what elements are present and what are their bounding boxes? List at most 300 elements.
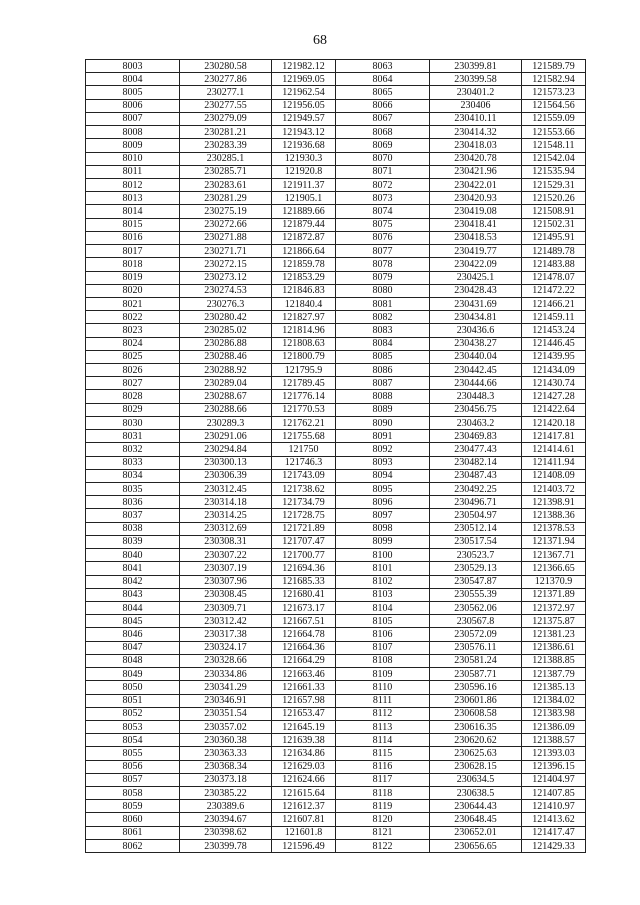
point-number-cell: 8005	[86, 86, 180, 99]
point-number-cell: 8094	[336, 469, 430, 482]
point-number-cell: 8051	[86, 694, 180, 707]
x-coordinate-cell: 230628.15	[430, 760, 522, 773]
x-coordinate-cell: 230434.81	[430, 311, 522, 324]
point-number-cell: 8062	[86, 839, 180, 852]
x-coordinate-cell: 230562.06	[430, 601, 522, 614]
x-coordinate-cell: 230373.18	[180, 773, 272, 786]
x-coordinate-cell: 230620.62	[430, 734, 522, 747]
x-coordinate-cell: 230442.45	[430, 364, 522, 377]
point-number-cell: 8022	[86, 311, 180, 324]
y-coordinate-cell: 121408.09	[522, 469, 586, 482]
point-number-cell: 8070	[336, 152, 430, 165]
table-row	[86, 403, 586, 416]
table-row	[86, 178, 586, 191]
y-coordinate-cell: 121383.98	[522, 707, 586, 720]
y-coordinate-cell: 121800.79	[272, 350, 336, 363]
table-row	[86, 218, 586, 231]
x-coordinate-cell: 230294.84	[180, 443, 272, 456]
x-coordinate-cell: 230314.25	[180, 509, 272, 522]
y-coordinate-cell: 121746.3	[272, 456, 336, 469]
x-coordinate-cell: 230357.02	[180, 720, 272, 733]
x-coordinate-cell: 230289.04	[180, 377, 272, 390]
x-coordinate-cell: 230422.01	[430, 178, 522, 191]
y-coordinate-cell: 121420.18	[522, 416, 586, 429]
x-coordinate-cell: 230283.61	[180, 178, 272, 191]
x-coordinate-cell: 230418.03	[430, 139, 522, 152]
y-coordinate-cell: 121371.94	[522, 535, 586, 548]
y-coordinate-cell: 121827.97	[272, 311, 336, 324]
table-row	[86, 575, 586, 588]
x-coordinate-cell: 230428.43	[430, 284, 522, 297]
point-number-cell: 8048	[86, 654, 180, 667]
x-coordinate-cell: 230504.97	[430, 509, 522, 522]
point-number-cell: 8038	[86, 522, 180, 535]
x-coordinate-cell: 230555.39	[430, 588, 522, 601]
point-number-cell: 8013	[86, 192, 180, 205]
point-number-cell: 8122	[336, 839, 430, 852]
y-coordinate-cell: 121466.21	[522, 297, 586, 310]
point-number-cell: 8085	[336, 350, 430, 363]
point-number-cell: 8110	[336, 681, 430, 694]
point-number-cell: 8082	[336, 311, 430, 324]
point-number-cell: 8098	[336, 522, 430, 535]
table-row	[86, 826, 586, 839]
table-row	[86, 734, 586, 747]
table-row	[86, 535, 586, 548]
y-coordinate-cell: 121459.11	[522, 311, 586, 324]
table-row	[86, 245, 586, 258]
x-coordinate-cell: 230307.19	[180, 562, 272, 575]
table-row	[86, 496, 586, 509]
x-coordinate-cell: 230351.54	[180, 707, 272, 720]
point-number-cell: 8040	[86, 549, 180, 562]
y-coordinate-cell: 121417.47	[522, 826, 586, 839]
x-coordinate-cell: 230309.71	[180, 601, 272, 614]
table-row	[86, 443, 586, 456]
x-coordinate-cell: 230288.66	[180, 403, 272, 416]
x-coordinate-cell: 230587.71	[430, 668, 522, 681]
table-row	[86, 416, 586, 429]
x-coordinate-cell: 230346.91	[180, 694, 272, 707]
y-coordinate-cell: 121396.15	[522, 760, 586, 773]
point-number-cell: 8054	[86, 734, 180, 747]
y-coordinate-cell: 121936.68	[272, 139, 336, 152]
point-number-cell: 8003	[86, 60, 180, 73]
x-coordinate-cell: 230399.78	[180, 839, 272, 852]
y-coordinate-cell: 121417.81	[522, 430, 586, 443]
y-coordinate-cell: 121949.57	[272, 112, 336, 125]
y-coordinate-cell: 121685.33	[272, 575, 336, 588]
y-coordinate-cell: 121853.29	[272, 271, 336, 284]
point-number-cell: 8075	[336, 218, 430, 231]
point-number-cell: 8080	[336, 284, 430, 297]
x-coordinate-cell: 230285.1	[180, 152, 272, 165]
point-number-cell: 8076	[336, 231, 430, 244]
point-number-cell: 8108	[336, 654, 430, 667]
point-number-cell: 8032	[86, 443, 180, 456]
x-coordinate-cell: 230436.6	[430, 324, 522, 337]
point-number-cell: 8042	[86, 575, 180, 588]
x-coordinate-cell: 230644.43	[430, 800, 522, 813]
x-coordinate-cell: 230277.86	[180, 73, 272, 86]
y-coordinate-cell: 121755.68	[272, 430, 336, 443]
point-number-cell: 8024	[86, 337, 180, 350]
point-number-cell: 8055	[86, 747, 180, 760]
y-coordinate-cell: 121629.03	[272, 760, 336, 773]
y-coordinate-cell: 121776.14	[272, 390, 336, 403]
table-row	[86, 654, 586, 667]
y-coordinate-cell: 121795.9	[272, 364, 336, 377]
table-row	[86, 628, 586, 641]
y-coordinate-cell: 121381.23	[522, 628, 586, 641]
point-number-cell: 8120	[336, 813, 430, 826]
point-number-cell: 8095	[336, 483, 430, 496]
table-row	[86, 601, 586, 614]
table-row	[86, 760, 586, 773]
table-row	[86, 231, 586, 244]
point-number-cell: 8066	[336, 99, 430, 112]
y-coordinate-cell: 121422.64	[522, 403, 586, 416]
point-number-cell: 8004	[86, 73, 180, 86]
y-coordinate-cell: 121478.07	[522, 271, 586, 284]
x-coordinate-cell: 230547.87	[430, 575, 522, 588]
point-number-cell: 8011	[86, 165, 180, 178]
x-coordinate-cell: 230307.96	[180, 575, 272, 588]
table-row	[86, 311, 586, 324]
table-row	[86, 73, 586, 86]
y-coordinate-cell: 121930.3	[272, 152, 336, 165]
point-number-cell: 8039	[86, 535, 180, 548]
x-coordinate-cell: 230312.45	[180, 483, 272, 496]
x-coordinate-cell: 230385.22	[180, 787, 272, 800]
point-number-cell: 8111	[336, 694, 430, 707]
x-coordinate-cell: 230652.01	[430, 826, 522, 839]
x-coordinate-cell: 230608.58	[430, 707, 522, 720]
y-coordinate-cell: 121367.71	[522, 549, 586, 562]
point-number-cell: 8089	[336, 403, 430, 416]
y-coordinate-cell: 121410.97	[522, 800, 586, 813]
point-number-cell: 8091	[336, 430, 430, 443]
table-row	[86, 588, 586, 601]
x-coordinate-cell: 230529.13	[430, 562, 522, 575]
y-coordinate-cell: 121384.02	[522, 694, 586, 707]
x-coordinate-cell: 230307.22	[180, 549, 272, 562]
point-number-cell: 8012	[86, 178, 180, 191]
point-number-cell: 8079	[336, 271, 430, 284]
y-coordinate-cell: 121728.75	[272, 509, 336, 522]
table-row	[86, 747, 586, 760]
point-number-cell: 8036	[86, 496, 180, 509]
point-number-cell: 8010	[86, 152, 180, 165]
point-number-cell: 8073	[336, 192, 430, 205]
y-coordinate-cell: 121639.38	[272, 734, 336, 747]
y-coordinate-cell: 121495.91	[522, 231, 586, 244]
y-coordinate-cell: 121388.85	[522, 654, 586, 667]
x-coordinate-cell: 230324.17	[180, 641, 272, 654]
x-coordinate-cell: 230271.71	[180, 245, 272, 258]
x-coordinate-cell: 230456.75	[430, 403, 522, 416]
y-coordinate-cell: 121489.78	[522, 245, 586, 258]
y-coordinate-cell: 121403.72	[522, 483, 586, 496]
y-coordinate-cell: 121529.31	[522, 178, 586, 191]
point-number-cell: 8086	[336, 364, 430, 377]
x-coordinate-cell: 230576.11	[430, 641, 522, 654]
x-coordinate-cell: 230634.5	[430, 773, 522, 786]
y-coordinate-cell: 121624.66	[272, 773, 336, 786]
point-number-cell: 8017	[86, 245, 180, 258]
x-coordinate-cell: 230463.2	[430, 416, 522, 429]
y-coordinate-cell: 121414.61	[522, 443, 586, 456]
point-number-cell: 8081	[336, 297, 430, 310]
point-number-cell: 8007	[86, 112, 180, 125]
point-number-cell: 8006	[86, 99, 180, 112]
point-number-cell: 8087	[336, 377, 430, 390]
table-row	[86, 509, 586, 522]
y-coordinate-cell: 121634.86	[272, 747, 336, 760]
x-coordinate-cell: 230420.93	[430, 192, 522, 205]
point-number-cell: 8053	[86, 720, 180, 733]
y-coordinate-cell: 121553.66	[522, 126, 586, 139]
point-number-cell: 8019	[86, 271, 180, 284]
x-coordinate-cell: 230418.53	[430, 231, 522, 244]
x-coordinate-cell: 230616.35	[430, 720, 522, 733]
y-coordinate-cell: 121483.88	[522, 258, 586, 271]
y-coordinate-cell: 121663.46	[272, 668, 336, 681]
x-coordinate-cell: 230341.29	[180, 681, 272, 694]
table-row	[86, 86, 586, 99]
table-row	[86, 469, 586, 482]
y-coordinate-cell: 121664.78	[272, 628, 336, 641]
x-coordinate-cell: 230285.71	[180, 165, 272, 178]
point-number-cell: 8061	[86, 826, 180, 839]
y-coordinate-cell: 121386.61	[522, 641, 586, 654]
y-coordinate-cell: 121645.19	[272, 720, 336, 733]
table-row	[86, 192, 586, 205]
y-coordinate-cell: 121548.11	[522, 139, 586, 152]
y-coordinate-cell: 121879.44	[272, 218, 336, 231]
x-coordinate-cell: 230300.13	[180, 456, 272, 469]
y-coordinate-cell: 121840.4	[272, 297, 336, 310]
point-number-cell: 8115	[336, 747, 430, 760]
point-number-cell: 8099	[336, 535, 430, 548]
y-coordinate-cell: 121969.05	[272, 73, 336, 86]
coordinate-table-body	[86, 60, 586, 853]
x-coordinate-cell: 230399.58	[430, 73, 522, 86]
point-number-cell: 8047	[86, 641, 180, 654]
y-coordinate-cell: 121371.89	[522, 588, 586, 601]
coordinate-table	[85, 59, 586, 853]
y-coordinate-cell: 121388.36	[522, 509, 586, 522]
x-coordinate-cell: 230625.63	[430, 747, 522, 760]
x-coordinate-cell: 230314.18	[180, 496, 272, 509]
point-number-cell: 8031	[86, 430, 180, 443]
x-coordinate-cell: 230431.69	[430, 297, 522, 310]
y-coordinate-cell: 121956.05	[272, 99, 336, 112]
y-coordinate-cell: 121589.79	[522, 60, 586, 73]
x-coordinate-cell: 230638.5	[430, 787, 522, 800]
y-coordinate-cell: 121808.63	[272, 337, 336, 350]
table-row	[86, 297, 586, 310]
x-coordinate-cell: 230512.14	[430, 522, 522, 535]
y-coordinate-cell: 121535.94	[522, 165, 586, 178]
point-number-cell: 8033	[86, 456, 180, 469]
y-coordinate-cell: 121680.41	[272, 588, 336, 601]
table-row	[86, 562, 586, 575]
x-coordinate-cell: 230401.2	[430, 86, 522, 99]
point-number-cell: 8043	[86, 588, 180, 601]
y-coordinate-cell: 121388.57	[522, 734, 586, 747]
point-number-cell: 8009	[86, 139, 180, 152]
y-coordinate-cell: 121612.37	[272, 800, 336, 813]
y-coordinate-cell: 121615.64	[272, 787, 336, 800]
point-number-cell: 8052	[86, 707, 180, 720]
y-coordinate-cell: 121398.91	[522, 496, 586, 509]
x-coordinate-cell: 230469.83	[430, 430, 522, 443]
point-number-cell: 8083	[336, 324, 430, 337]
point-number-cell: 8101	[336, 562, 430, 575]
y-coordinate-cell: 121734.79	[272, 496, 336, 509]
point-number-cell: 8027	[86, 377, 180, 390]
point-number-cell: 8044	[86, 601, 180, 614]
x-coordinate-cell: 230291.06	[180, 430, 272, 443]
x-coordinate-cell: 230285.02	[180, 324, 272, 337]
y-coordinate-cell: 121859.78	[272, 258, 336, 271]
x-coordinate-cell: 230272.15	[180, 258, 272, 271]
y-coordinate-cell: 121653.47	[272, 707, 336, 720]
x-coordinate-cell: 230360.38	[180, 734, 272, 747]
x-coordinate-cell: 230448.3	[430, 390, 522, 403]
x-coordinate-cell: 230273.12	[180, 271, 272, 284]
point-number-cell: 8119	[336, 800, 430, 813]
y-coordinate-cell: 121439.95	[522, 350, 586, 363]
point-number-cell: 8028	[86, 390, 180, 403]
y-coordinate-cell: 121393.03	[522, 747, 586, 760]
y-coordinate-cell: 121596.49	[272, 839, 336, 852]
y-coordinate-cell: 121721.89	[272, 522, 336, 535]
point-number-cell: 8029	[86, 403, 180, 416]
y-coordinate-cell: 121370.9	[522, 575, 586, 588]
point-number-cell: 8026	[86, 364, 180, 377]
table-row	[86, 126, 586, 139]
x-coordinate-cell: 230334.86	[180, 668, 272, 681]
table-row	[86, 337, 586, 350]
point-number-cell: 8046	[86, 628, 180, 641]
point-number-cell: 8096	[336, 496, 430, 509]
point-number-cell: 8050	[86, 681, 180, 694]
y-coordinate-cell: 121573.23	[522, 86, 586, 99]
point-number-cell: 8058	[86, 787, 180, 800]
point-number-cell: 8020	[86, 284, 180, 297]
x-coordinate-cell: 230286.88	[180, 337, 272, 350]
point-number-cell: 8018	[86, 258, 180, 271]
x-coordinate-cell: 230572.09	[430, 628, 522, 641]
point-number-cell: 8078	[336, 258, 430, 271]
y-coordinate-cell: 121520.26	[522, 192, 586, 205]
y-coordinate-cell: 121375.87	[522, 615, 586, 628]
y-coordinate-cell: 121738.62	[272, 483, 336, 496]
x-coordinate-cell: 230567.8	[430, 615, 522, 628]
x-coordinate-cell: 230271.88	[180, 231, 272, 244]
x-coordinate-cell: 230363.33	[180, 747, 272, 760]
y-coordinate-cell: 121866.64	[272, 245, 336, 258]
x-coordinate-cell: 230414.32	[430, 126, 522, 139]
x-coordinate-cell: 230308.45	[180, 588, 272, 601]
point-number-cell: 8088	[336, 390, 430, 403]
table-row	[86, 522, 586, 535]
table-row	[86, 707, 586, 720]
y-coordinate-cell: 121762.21	[272, 416, 336, 429]
y-coordinate-cell: 121664.36	[272, 641, 336, 654]
y-coordinate-cell: 121911.37	[272, 178, 336, 191]
table-row	[86, 390, 586, 403]
y-coordinate-cell: 121411.94	[522, 456, 586, 469]
x-coordinate-cell: 230394.67	[180, 813, 272, 826]
x-coordinate-cell: 230444.66	[430, 377, 522, 390]
table-row	[86, 813, 586, 826]
x-coordinate-cell: 230492.25	[430, 483, 522, 496]
point-number-cell: 8112	[336, 707, 430, 720]
point-number-cell: 8114	[336, 734, 430, 747]
point-number-cell: 8107	[336, 641, 430, 654]
y-coordinate-cell: 121429.33	[522, 839, 586, 852]
point-number-cell: 8104	[336, 601, 430, 614]
y-coordinate-cell: 121387.79	[522, 668, 586, 681]
x-coordinate-cell: 230289.3	[180, 416, 272, 429]
x-coordinate-cell: 230283.39	[180, 139, 272, 152]
table-row	[86, 773, 586, 786]
point-number-cell: 8045	[86, 615, 180, 628]
point-number-cell: 8030	[86, 416, 180, 429]
point-number-cell: 8074	[336, 205, 430, 218]
x-coordinate-cell: 230440.04	[430, 350, 522, 363]
x-coordinate-cell: 230280.58	[180, 60, 272, 73]
point-number-cell: 8037	[86, 509, 180, 522]
point-number-cell: 8063	[336, 60, 430, 73]
point-number-cell: 8105	[336, 615, 430, 628]
y-coordinate-cell: 121889.66	[272, 205, 336, 218]
x-coordinate-cell: 230277.1	[180, 86, 272, 99]
point-number-cell: 8057	[86, 773, 180, 786]
x-coordinate-cell: 230656.65	[430, 839, 522, 852]
y-coordinate-cell: 121694.36	[272, 562, 336, 575]
table-row	[86, 284, 586, 297]
point-number-cell: 8034	[86, 469, 180, 482]
point-number-cell: 8097	[336, 509, 430, 522]
x-coordinate-cell: 230368.34	[180, 760, 272, 773]
x-coordinate-cell: 230279.09	[180, 112, 272, 125]
x-coordinate-cell: 230312.42	[180, 615, 272, 628]
y-coordinate-cell: 121962.54	[272, 86, 336, 99]
y-coordinate-cell: 121814.96	[272, 324, 336, 337]
x-coordinate-cell: 230487.43	[430, 469, 522, 482]
table-row	[86, 668, 586, 681]
table-row	[86, 152, 586, 165]
point-number-cell: 8109	[336, 668, 430, 681]
y-coordinate-cell: 121707.47	[272, 535, 336, 548]
table-row	[86, 615, 586, 628]
x-coordinate-cell: 230648.45	[430, 813, 522, 826]
point-number-cell: 8023	[86, 324, 180, 337]
y-coordinate-cell: 121407.85	[522, 787, 586, 800]
point-number-cell: 8025	[86, 350, 180, 363]
y-coordinate-cell: 121700.77	[272, 549, 336, 562]
table-row	[86, 430, 586, 443]
point-number-cell: 8016	[86, 231, 180, 244]
y-coordinate-cell: 121430.74	[522, 377, 586, 390]
x-coordinate-cell: 230398.62	[180, 826, 272, 839]
point-number-cell: 8090	[336, 416, 430, 429]
point-number-cell: 8093	[336, 456, 430, 469]
